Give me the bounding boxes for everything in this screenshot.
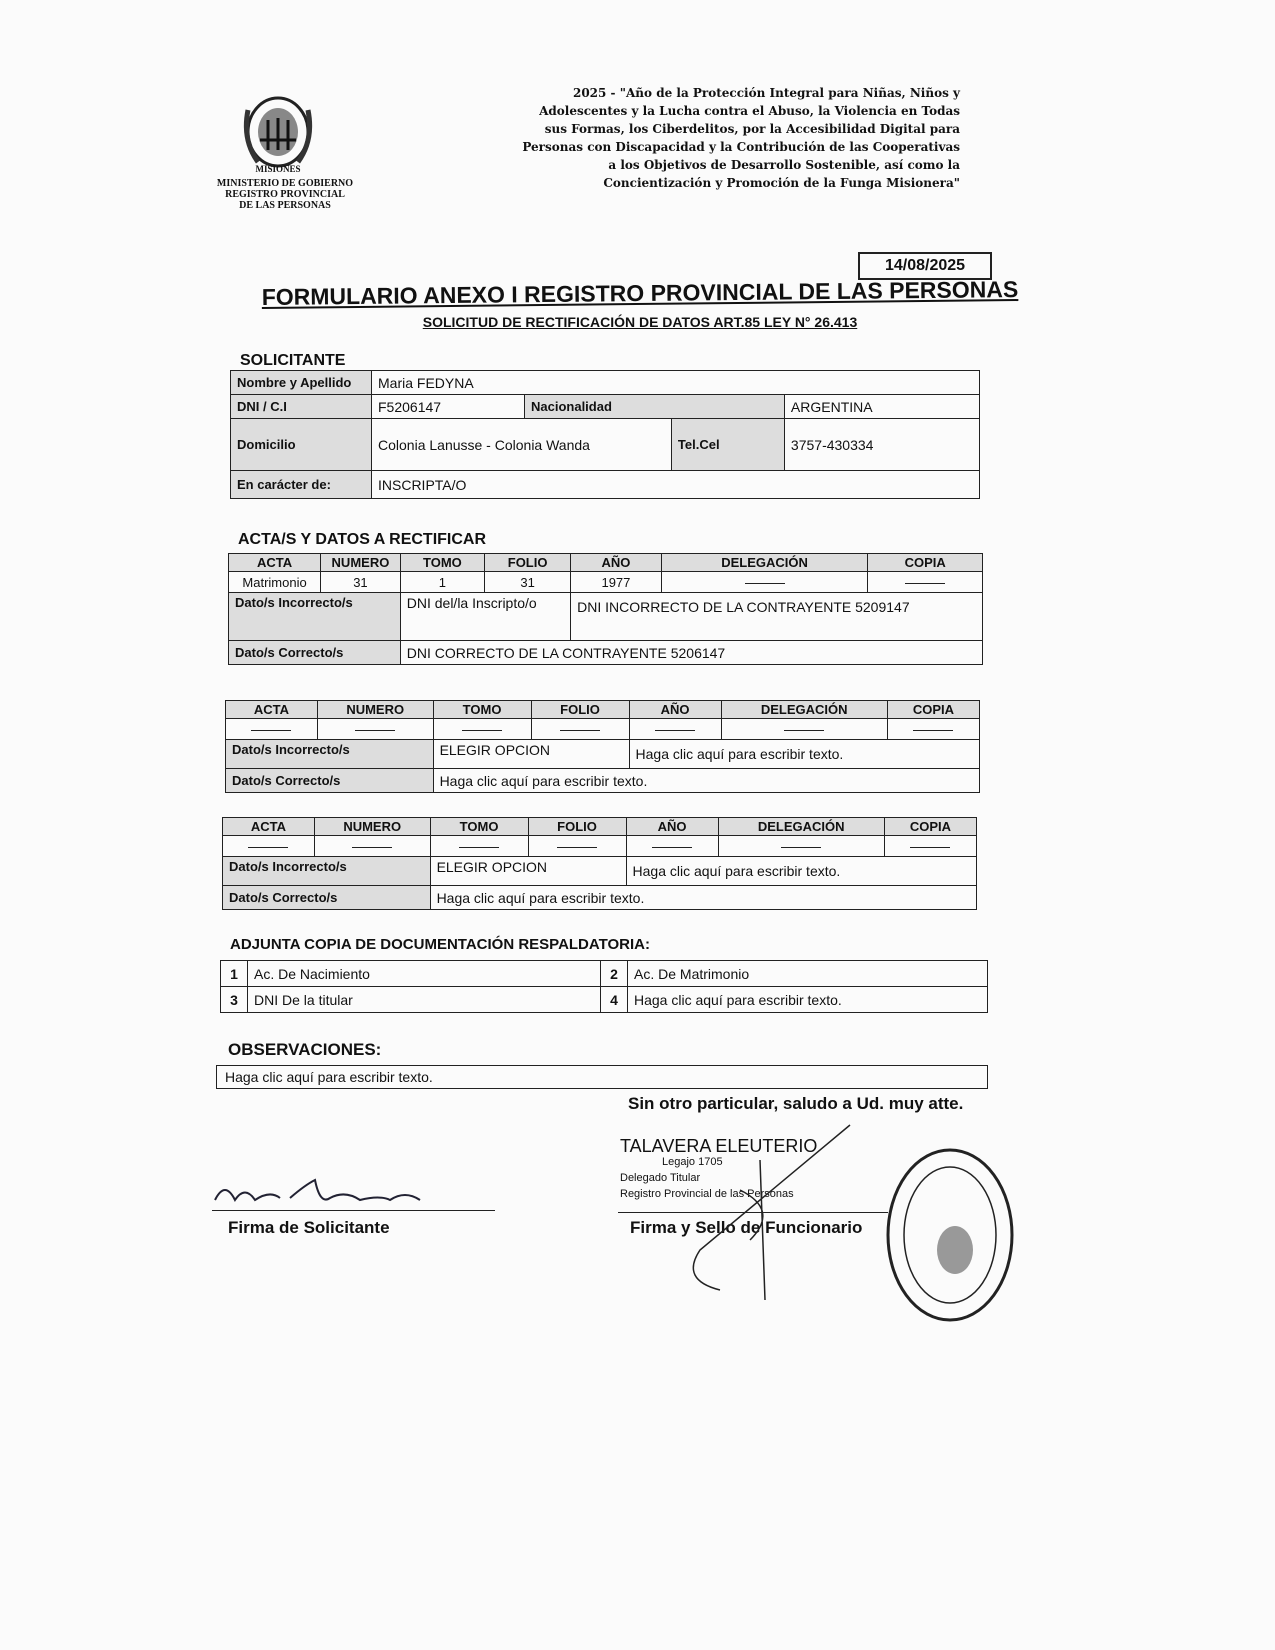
adjunta-item[interactable]: Haga clic aquí para escribir texto. [628, 987, 988, 1013]
column-header: AÑO [629, 701, 721, 719]
observaciones-field[interactable]: Haga clic aquí para escribir texto. [216, 1065, 988, 1089]
label-incorrect: Dato/s Incorrecto/s [226, 740, 434, 769]
column-header: NUMERO [321, 554, 401, 572]
label-caracter: En carácter de: [231, 471, 372, 499]
anio-field[interactable]: 1977 [571, 572, 662, 593]
column-header: COPIA [887, 701, 979, 719]
tomo-field[interactable]: 1 [400, 572, 484, 593]
anio-field[interactable] [629, 719, 721, 740]
crest-text: MISIONES [255, 164, 301, 174]
date-field[interactable]: 14/08/2025 [858, 252, 992, 280]
correct-text-field[interactable]: Haga clic aquí para escribir texto. [433, 769, 979, 793]
incorrect-option-select[interactable]: DNI del/la Inscripto/o [400, 593, 570, 641]
delegacion-field[interactable] [721, 719, 887, 740]
label-tel: Tel.Cel [671, 419, 784, 471]
copia-field[interactable] [868, 572, 983, 593]
label-nombre: Nombre y Apellido [231, 371, 372, 395]
solicitante-table [230, 370, 980, 499]
provincial-crest-logo [238, 92, 318, 174]
nombre-field[interactable]: Maria FEDYNA [372, 371, 980, 395]
empty-dash [910, 847, 950, 848]
label-domicilio: Domicilio [231, 419, 372, 471]
incorrect-option-select[interactable]: ELEGIR OPCION [430, 857, 626, 886]
year-motto: 2025 - "Año de la Protección Integral para Niñas, Niños y Adolescentes y la Lucha contra el Abuso, la Violencia en Todas sus Formas, los Ciberdelitos, por la Accesibilidad Digital para Personas con Discapacidad y la Contribución de las Cooperativas a los Objetivos de Desarrollo Sostenible, así como la Concientización y Promoción de la Funga Misionera" [522, 86, 960, 190]
adjunta-item[interactable]: Ac. De Matrimonio [628, 961, 988, 987]
empty-dash [905, 583, 945, 584]
column-header: AÑO [626, 818, 718, 836]
copia-field[interactable] [884, 836, 976, 857]
label-incorrect: Dato/s Incorrecto/s [223, 857, 431, 886]
label-dni: DNI / C.I [231, 395, 372, 419]
item-number: 4 [601, 987, 628, 1013]
label-incorrect: Dato/s Incorrecto/s [229, 593, 401, 641]
incorrect-text-field[interactable]: Haga clic aquí para escribir texto. [629, 740, 979, 769]
dni-field[interactable]: F5206147 [372, 395, 525, 419]
form-title: FORMULARIO ANEXO I REGISTRO PROVINCIAL DE LAS PERSONAS [261, 276, 1019, 310]
folio-field[interactable] [531, 719, 629, 740]
adjunta-item[interactable]: Ac. De Nacimiento [248, 961, 601, 987]
firma-funcionario-label: Firma y Sello de Funcionario [630, 1218, 863, 1237]
column-header: DELEGACIÓN [661, 554, 868, 572]
closing-text: Sin otro particular, saludo a Ud. muy atte. [628, 1094, 964, 1113]
correct-text-field[interactable]: DNI CORRECTO DE LA CONTRAYENTE 5206147 [400, 641, 982, 665]
tomo-field[interactable] [433, 719, 531, 740]
form-subtitle: SOLICITUD DE RECTIFICACIÓN DE DATOS ART.85 LEY N° 26.413 [422, 314, 858, 330]
acta-table [222, 817, 977, 910]
label-correct: Dato/s Correcto/s [229, 641, 401, 665]
column-header: TOMO [433, 701, 531, 719]
item-number: 3 [221, 987, 248, 1013]
incorrect-option-select[interactable]: ELEGIR OPCION [433, 740, 629, 769]
firma-solicitante-label: Firma de Solicitante [228, 1218, 390, 1237]
stamp-name: TALAVERA ELEUTERIO [620, 1136, 818, 1156]
section-adjunta: ADJUNTA COPIA DE DOCUMENTACIÓN RESPALDATORIA: [230, 936, 650, 953]
ministry-name [210, 178, 360, 211]
tomo-field[interactable] [430, 836, 528, 857]
numero-field[interactable] [317, 719, 433, 740]
column-header: TOMO [400, 554, 484, 572]
empty-dash [248, 847, 288, 848]
column-header: FOLIO [485, 554, 571, 572]
adjunta-table [220, 960, 988, 1013]
empty-dash [652, 847, 692, 848]
label-nacionalidad: Nacionalidad [525, 395, 785, 419]
acta-table [228, 553, 983, 665]
caracter-field[interactable]: INSCRIPTA/O [372, 471, 980, 499]
item-number: 1 [221, 961, 248, 987]
adjunta-item[interactable]: DNI De la titular [248, 987, 601, 1013]
column-header: ACTA [223, 818, 315, 836]
empty-dash [784, 730, 824, 731]
empty-dash [745, 583, 785, 584]
empty-dash [655, 730, 695, 731]
domicilio-field[interactable]: Colonia Lanusse - Colonia Wanda [372, 419, 672, 471]
empty-dash [462, 730, 502, 731]
official-signature [640, 1120, 860, 1320]
acta-table [225, 700, 980, 793]
column-header: AÑO [571, 554, 662, 572]
copia-field[interactable] [887, 719, 979, 740]
column-header: COPIA [884, 818, 976, 836]
empty-dash [459, 847, 499, 848]
ministry-line: DE LAS PERSONAS [239, 200, 331, 211]
ministry-line: REGISTRO PROVINCIAL [225, 189, 345, 200]
nacionalidad-field[interactable]: ARGENTINA [784, 395, 979, 419]
empty-dash [781, 847, 821, 848]
column-header: COPIA [868, 554, 983, 572]
stamp-role: Delegado Titular [620, 1172, 701, 1184]
empty-dash [557, 847, 597, 848]
tel-field[interactable]: 3757-430334 [784, 419, 979, 471]
delegacion-field[interactable] [718, 836, 884, 857]
anio-field[interactable] [626, 836, 718, 857]
incorrect-text-field[interactable]: DNI INCORRECTO DE LA CONTRAYENTE 5209147 [571, 593, 983, 641]
section-solicitante: SOLICITANTE [240, 352, 346, 369]
folio-field[interactable] [528, 836, 626, 857]
column-header: TOMO [430, 818, 528, 836]
empty-dash [251, 730, 291, 731]
item-number: 2 [601, 961, 628, 987]
column-header: DELEGACIÓN [721, 701, 887, 719]
folio-field[interactable]: 31 [485, 572, 571, 593]
label-correct: Dato/s Correcto/s [226, 769, 434, 793]
column-header: NUMERO [317, 701, 433, 719]
incorrect-text-field[interactable]: Haga clic aquí para escribir texto. [626, 857, 976, 886]
label-correct: Dato/s Correcto/s [223, 886, 431, 910]
column-header: NUMERO [314, 818, 430, 836]
column-header: ACTA [229, 554, 321, 572]
stamp-org: Registro Provincial de las Personas [620, 1188, 794, 1200]
ministry-line: MINISTERIO DE GOBIERNO [216, 178, 354, 189]
empty-dash [352, 847, 392, 848]
empty-dash [913, 730, 953, 731]
delegacion-field[interactable] [661, 572, 868, 593]
column-header: ACTA [226, 701, 318, 719]
numero-field[interactable] [314, 836, 430, 857]
section-observaciones: OBSERVACIONES: [228, 1040, 382, 1059]
applicant-signature [210, 1170, 440, 1215]
section-actas: ACTA/S Y DATOS A RECTIFICAR [238, 531, 487, 548]
correct-text-field[interactable]: Haga clic aquí para escribir texto. [430, 886, 976, 910]
stamp-legajo: Legajo 1705 [662, 1156, 723, 1168]
column-header: DELEGACIÓN [718, 818, 884, 836]
column-header: FOLIO [531, 701, 629, 719]
registry-seal [880, 1140, 1020, 1350]
column-header: FOLIO [528, 818, 626, 836]
acta-field[interactable]: Matrimonio [229, 572, 321, 593]
acta-field[interactable] [226, 719, 318, 740]
empty-dash [560, 730, 600, 731]
signature-line [212, 1210, 495, 1211]
numero-field[interactable]: 31 [321, 572, 401, 593]
acta-field[interactable] [223, 836, 315, 857]
empty-dash [355, 730, 395, 731]
